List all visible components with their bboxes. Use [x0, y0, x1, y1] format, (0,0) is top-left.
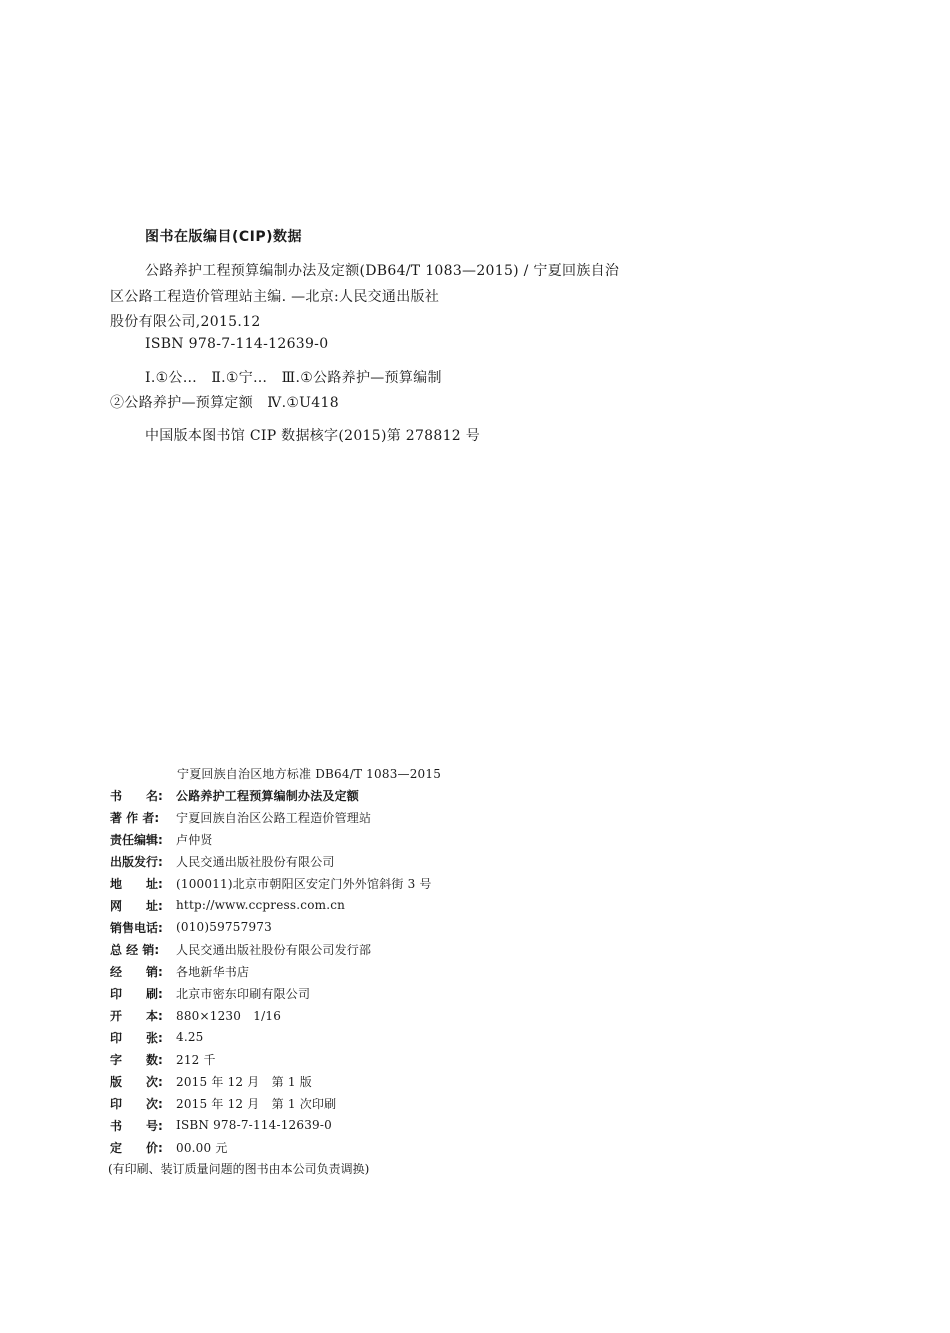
colophon-label: 印 张:: [110, 1030, 163, 1045]
colophon-label: 字 数:: [110, 1052, 163, 1067]
colophon-label: 总 经 销:: [110, 942, 160, 957]
colophon-label: 书 名:: [110, 788, 163, 803]
cip-record-number: 中国版本图书馆 CIP 数据核字(2015)第 278812 号: [145, 428, 481, 444]
colophon-label: 开 本:: [110, 1008, 163, 1023]
colophon-label: 出版发行:: [110, 854, 163, 869]
colophon-row-word-count: [110, 1048, 610, 1070]
cip-line-3: 股份有限公司,2015.12: [110, 314, 261, 330]
colophon-label: 书 号:: [110, 1118, 163, 1133]
colophon-value: 212 千: [176, 1052, 216, 1067]
colophon-row-editor: [110, 828, 610, 850]
colophon-value: 人民交通出版社股份有限公司: [176, 854, 335, 869]
cip-classification-2: ②公路养护—预算定额 Ⅳ.①U418: [110, 395, 339, 411]
colophon-label: 印 刷:: [110, 986, 163, 1001]
colophon-row-distributor: [110, 960, 610, 982]
colophon-row-publisher: [110, 850, 610, 872]
colophon-label: 经 销:: [110, 964, 163, 979]
cip-line-2: 区公路工程造价管理站主编. —北京:人民交通出版社: [110, 289, 440, 305]
colophon-row-title: [110, 784, 610, 806]
colophon-row-sheets: [110, 1026, 610, 1048]
colophon-label: 责任编辑:: [110, 832, 163, 847]
colophon-label: 地 址:: [110, 876, 163, 891]
colophon-row-general-distributor: [110, 938, 610, 960]
colophon-row-author: [110, 806, 610, 828]
colophon-row-address: [110, 872, 610, 894]
colophon-row-price: [110, 1136, 610, 1158]
colophon-label: 印 次:: [110, 1096, 163, 1111]
colophon-value: 各地新华书店: [176, 964, 250, 979]
colophon-row-format: [110, 1004, 610, 1026]
colophon-label: 定 价:: [110, 1140, 163, 1155]
quality-notice: (有印刷、装订质量问题的图书由本公司负责调换): [108, 1162, 370, 1176]
colophon-value: 人民交通出版社股份有限公司发行部: [176, 942, 372, 957]
colophon-row-printer: [110, 982, 610, 1004]
colophon-row-sales-phone: [110, 916, 610, 938]
colophon-label: 网 址:: [110, 898, 163, 913]
colophon-label: 销售电话:: [110, 920, 163, 935]
colophon-row-edition: [110, 1070, 610, 1092]
colophon-value: ISBN 978-7-114-12639-0: [176, 1118, 332, 1132]
colophon-value: 卢仲贤: [176, 832, 213, 847]
colophon-value: 公路养护工程预算编制办法及定额: [176, 788, 360, 803]
colophon-value: 4.25: [176, 1030, 204, 1044]
colophon-value: 2015 年 12 月 第 1 版: [176, 1074, 312, 1089]
colophon-header: 宁夏回族自治区地方标准 DB64/T 1083—2015: [177, 767, 442, 781]
colophon-value: (100011)北京市朝阳区安定门外外馆斜街 3 号: [176, 876, 432, 891]
colophon-row-isbn: [110, 1114, 610, 1136]
cip-title: 图书在版编目(CIP)数据: [145, 229, 303, 245]
colophon-value: http://www.ccpress.com.cn: [176, 898, 346, 912]
colophon-value: 宁夏回族自治区公路工程造价管理站: [176, 810, 372, 825]
colophon-table: [110, 784, 610, 1158]
colophon-value: 880×1230 1/16: [176, 1008, 282, 1023]
colophon-row-website: [110, 894, 610, 916]
colophon-label: 著 作 者:: [110, 810, 160, 825]
colophon-value: 北京市密东印刷有限公司: [176, 986, 311, 1001]
colophon-label: 版 次:: [110, 1074, 163, 1089]
cip-isbn: ISBN 978-7-114-12639-0: [145, 336, 329, 352]
colophon-row-impression: [110, 1092, 610, 1114]
cip-classification-1: Ⅰ.①公… Ⅱ.①宁… Ⅲ.①公路养护—预算编制: [145, 370, 442, 386]
colophon-value: 00.00 元: [176, 1140, 228, 1155]
colophon-value: (010)59757973: [176, 920, 272, 934]
cip-line-1: 公路养护工程预算编制办法及定额(DB64/T 1083—2015) / 宁夏回族自治: [145, 263, 620, 279]
colophon-value: 2015 年 12 月 第 1 次印刷: [176, 1096, 337, 1111]
